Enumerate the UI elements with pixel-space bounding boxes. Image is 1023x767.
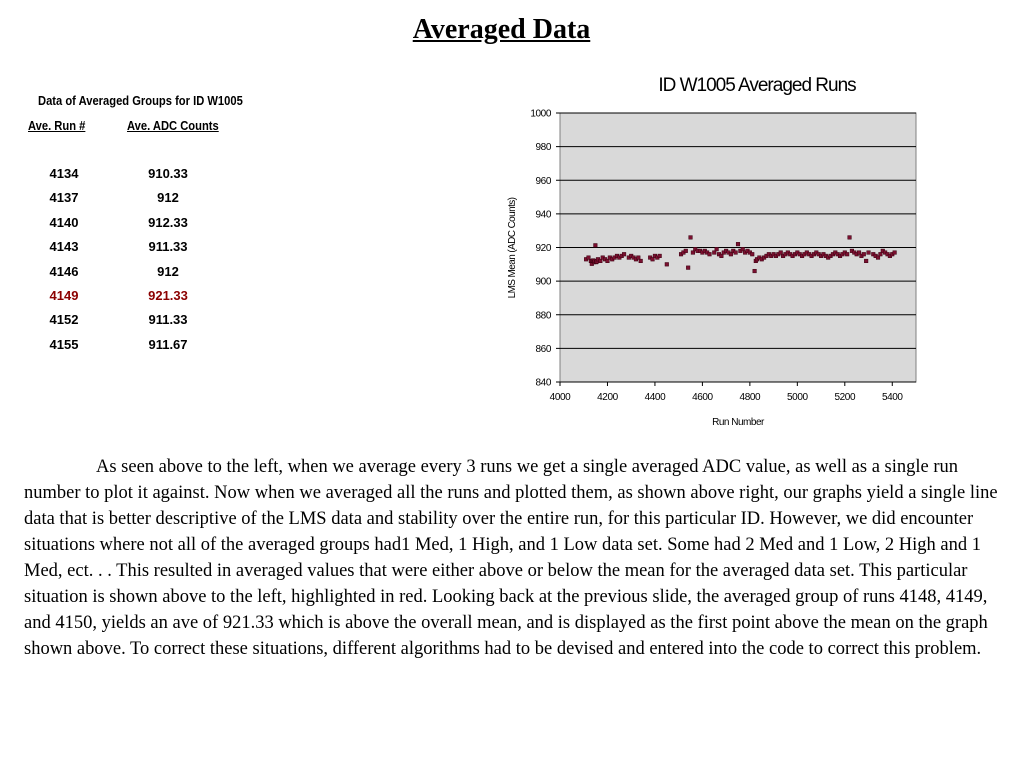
data-point [594, 244, 598, 248]
data-point [691, 251, 695, 255]
y-tick-label: 940 [535, 209, 551, 221]
y-tick-label: 1000 [530, 108, 551, 120]
data-point [862, 252, 866, 256]
adc-count-cell: 911.67 [148, 336, 188, 352]
run-number-cell: 4137 [49, 190, 79, 206]
data-point [639, 259, 643, 263]
data-point [736, 242, 740, 246]
y-tick-label: 960 [535, 175, 551, 187]
x-tick-label: 4000 [549, 392, 571, 403]
data-point [712, 251, 716, 255]
table-row [0, 288, 260, 312]
adc-count-cell: 912.33 [148, 214, 188, 230]
page-title: Averaged Data [412, 14, 591, 45]
run-number-cell: 4152 [49, 312, 79, 328]
run-number-cell: 4155 [49, 336, 79, 352]
adc-count-cell: 912 [157, 190, 179, 206]
y-axis-label: LMS Mean (ADC Counts) [507, 197, 518, 299]
table-row [0, 337, 260, 361]
data-point [622, 252, 626, 256]
table-row [0, 239, 260, 263]
x-tick-label: 5200 [834, 392, 856, 403]
adc-count-cell: 921.33 [148, 287, 188, 303]
run-number-cell: 4149 [49, 287, 79, 303]
table-row [0, 312, 260, 336]
x-tick-label: 4200 [597, 392, 618, 403]
data-point [720, 254, 724, 258]
data-point [637, 256, 641, 260]
description-paragraph: As seen above to the left, when we average every 3 runs we get a single averaged ADC value, as well as a single run number to plot it against. Now when we averaged all the runs and plotted them, as shown above right, our graphs yield a single line data that is better descriptive of the LMS data and stability over the entire run, for this particular ID. However, we did encounter situations where not all of the averaged groups had1 Med, 1 High, and 1 Low data set. Some had 2 Med and 1 Low, 2 High and 1 Med, ect. . . This resulted in averaged values that were either above or below the mean for the averaged data set. This particular situation is shown above to the left, highlighted in red. Looking back at the previous slide, the averaged group of runs 4148, 4149, and 4150, yields an ave of 921.33 which is above the overall mean, and is displayed as the first point above the mean on the graph shown above. To correct these situations, different algorithms had to be devised and entered into the code to correct this problem. [24, 457, 998, 659]
table-row [0, 190, 260, 214]
data-point [857, 251, 861, 255]
x-tick-label: 4800 [739, 392, 761, 403]
y-tick-label: 920 [535, 243, 551, 254]
column-header-adc: Ave. ADC Counts [127, 118, 219, 133]
adc-count-cell: 911.33 [148, 239, 188, 255]
data-point [893, 251, 897, 255]
data-point [848, 236, 852, 240]
averaged-runs-chart [495, 62, 935, 442]
adc-count-cell: 911.33 [148, 312, 188, 328]
data-point [879, 252, 883, 256]
table-row [0, 264, 260, 288]
data-point [715, 247, 719, 251]
y-tick-label: 980 [535, 142, 551, 154]
data-point [864, 259, 868, 263]
plot-area [530, 109, 916, 404]
data-point [750, 252, 754, 256]
x-tick-label: 5400 [881, 392, 903, 403]
run-number-cell: 4143 [49, 239, 79, 255]
data-point [686, 266, 690, 270]
table-row [0, 166, 260, 190]
data-point [753, 269, 757, 273]
data-point [867, 251, 871, 255]
data-point [587, 256, 591, 260]
table-title: Data of Averaged Groups for ID W1005 [38, 93, 243, 108]
adc-count-cell: 912 [157, 263, 179, 279]
run-number-cell: 4140 [49, 214, 79, 230]
data-point [779, 251, 783, 255]
column-header-run: Ave. Run # [28, 118, 86, 133]
y-tick-label: 860 [535, 343, 551, 355]
data-point [665, 263, 669, 267]
data-point [734, 251, 738, 255]
data-point [599, 259, 603, 263]
x-tick-label: 4400 [644, 392, 666, 403]
table-row [0, 215, 260, 239]
data-point [741, 247, 745, 251]
data-point [689, 236, 693, 240]
y-tick-label: 840 [535, 377, 551, 389]
run-number-cell: 4146 [49, 263, 79, 279]
data-point [876, 256, 880, 260]
adc-count-cell: 910.33 [148, 166, 188, 181]
data-point [708, 252, 712, 256]
data-point [651, 257, 655, 261]
data-point [606, 259, 610, 263]
x-axis-label: Run Number [712, 417, 764, 428]
data-point [729, 252, 733, 256]
chart-title: ID W1005 Averaged Runs [658, 75, 856, 96]
data-point [845, 252, 849, 256]
x-tick-label: 4600 [692, 392, 713, 403]
y-tick-label: 880 [535, 310, 551, 322]
x-tick-label: 5000 [787, 392, 808, 403]
data-table [0, 166, 260, 361]
run-number-cell: 4134 [49, 166, 79, 181]
y-tick-label: 900 [535, 276, 551, 288]
data-point [684, 249, 688, 253]
data-point [658, 254, 662, 258]
